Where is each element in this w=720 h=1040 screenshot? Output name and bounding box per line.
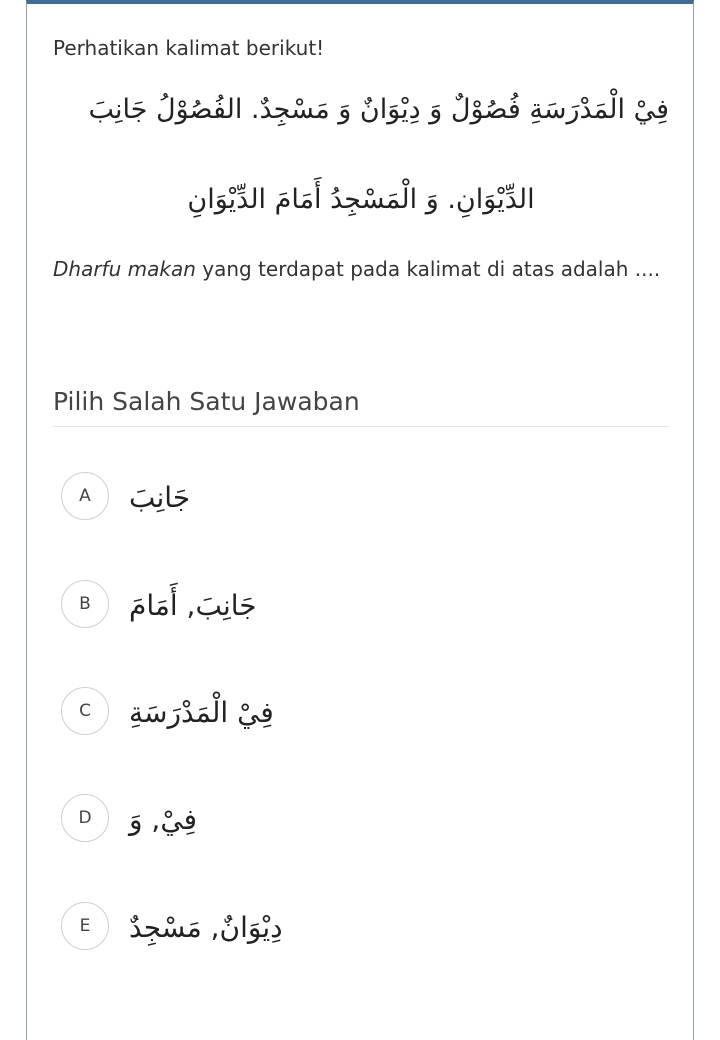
answer-option-c[interactable] bbox=[61, 687, 661, 743]
answer-option-d[interactable] bbox=[61, 794, 661, 850]
option-text-b[interactable]: جَانِبَ, أَمَامَ bbox=[129, 589, 257, 622]
question-prompt-rest: yang terdapat pada kalimat di atas adalah .... bbox=[195, 257, 661, 281]
arabic-sentence-line-1: فِيْ الْمَدْرَسَةِ فُصُوْلٌ وَ دِيْوَانٌ وَ مَسْجِدٌ. الفُصُوْلُ جَانِبَ bbox=[88, 94, 669, 125]
option-text-d[interactable]: فِيْ, وَ bbox=[129, 803, 198, 836]
answer-option-b[interactable] bbox=[61, 580, 661, 636]
option-radio-c[interactable]: C bbox=[61, 687, 109, 735]
option-radio-a[interactable]: A bbox=[61, 472, 109, 520]
answer-option-e[interactable] bbox=[61, 902, 661, 958]
question-prompt-term: Dharfu makan bbox=[53, 257, 196, 281]
option-radio-b[interactable]: B bbox=[61, 580, 109, 628]
heading-divider bbox=[53, 426, 669, 427]
question-prompt bbox=[53, 252, 669, 286]
option-text-e[interactable]: دِيْوَانٌ, مَسْجِدٌ bbox=[129, 911, 283, 944]
option-radio-e[interactable]: E bbox=[61, 902, 109, 950]
arabic-sentence-line-2: الدِّيْوَانِ. وَ الْمَسْجِدُ أَمَامَ الدِّيْوَانِ bbox=[187, 184, 535, 215]
option-radio-d[interactable]: D bbox=[61, 794, 109, 842]
option-text-a[interactable]: جَانِبَ bbox=[129, 481, 191, 514]
answers-heading: Pilih Salah Satu Jawaban bbox=[53, 387, 360, 416]
question-card bbox=[26, 0, 694, 1040]
answer-option-a[interactable] bbox=[61, 472, 661, 528]
question-intro: Perhatikan kalimat berikut! bbox=[53, 36, 325, 60]
option-text-c[interactable]: فِيْ الْمَدْرَسَةِ bbox=[129, 696, 274, 729]
